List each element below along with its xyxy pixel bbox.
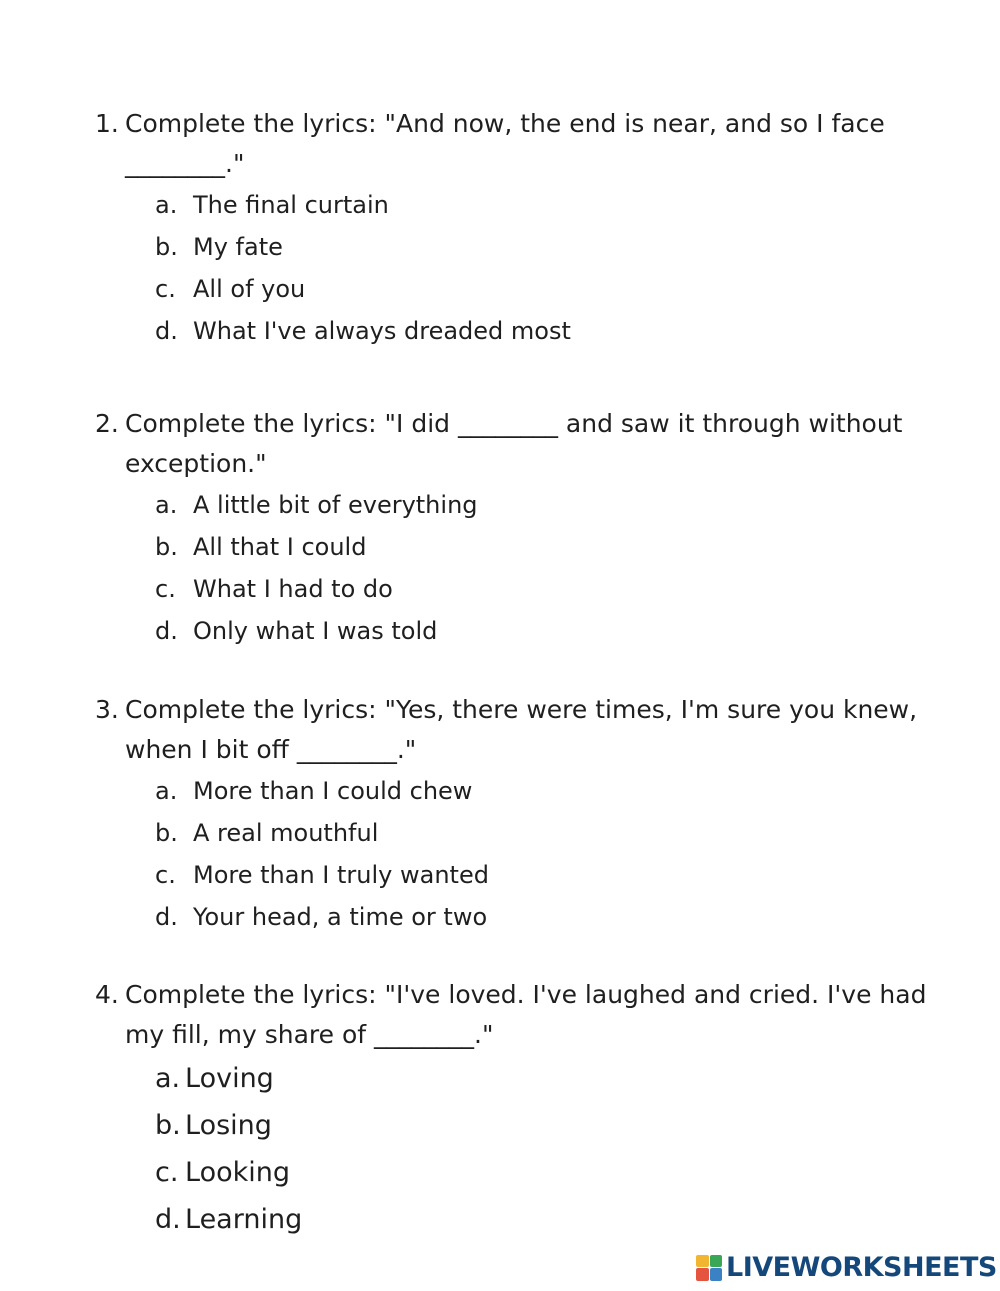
question-3-options xyxy=(155,770,935,938)
option-text: Your head, a time or two xyxy=(193,903,488,931)
option-text: Loving xyxy=(185,1063,274,1094)
option-2b[interactable] xyxy=(155,526,935,568)
question-1-prompt xyxy=(95,104,935,184)
option-letter: c. xyxy=(155,1157,179,1188)
option-text: Learning xyxy=(185,1204,303,1235)
option-letter: b. xyxy=(155,233,178,261)
question-2-text: Complete the lyrics: "I did ________ and saw it through without exception." xyxy=(125,409,911,478)
question-3-text: Complete the lyrics: "Yes, there were times, I'm sure you knew, when I bit off ________." xyxy=(125,695,926,764)
option-letter: a. xyxy=(155,191,178,219)
option-text: A real mouthful xyxy=(193,819,379,847)
option-text: More than I could chew xyxy=(193,777,473,805)
option-2d[interactable] xyxy=(155,610,935,652)
option-text: All that I could xyxy=(193,533,367,561)
option-text: What I've always dreaded most xyxy=(193,317,571,345)
option-letter: b. xyxy=(155,533,178,561)
option-text: Looking xyxy=(185,1157,290,1188)
option-3d[interactable] xyxy=(155,896,935,938)
question-1-options xyxy=(155,184,935,352)
option-letter: d. xyxy=(155,617,178,645)
option-letter: a. xyxy=(155,491,178,519)
question-1-number: 1. xyxy=(95,109,119,138)
question-1-text: Complete the lyrics: "And now, the end is near, and so I face ________." xyxy=(125,109,893,178)
option-text: A little bit of everything xyxy=(193,491,478,519)
question-2-options xyxy=(155,484,935,652)
option-letter: d. xyxy=(155,903,178,931)
question-4 xyxy=(95,975,935,1243)
logo-square-icon xyxy=(696,1268,709,1281)
option-letter: a. xyxy=(155,777,178,805)
logo-square-icon xyxy=(710,1255,723,1268)
option-4b[interactable] xyxy=(155,1102,935,1149)
logo-square-icon xyxy=(710,1268,723,1281)
option-text: More than I truly wanted xyxy=(193,861,489,889)
option-letter: b. xyxy=(155,1110,181,1141)
option-1b[interactable] xyxy=(155,226,935,268)
question-2-prompt xyxy=(95,404,935,484)
option-4d[interactable] xyxy=(155,1196,935,1243)
option-letter: a. xyxy=(155,1063,181,1094)
question-1 xyxy=(95,104,935,352)
option-letter: d. xyxy=(155,317,178,345)
option-4c[interactable] xyxy=(155,1149,935,1196)
option-3b[interactable] xyxy=(155,812,935,854)
option-text: Losing xyxy=(185,1110,272,1141)
question-4-options xyxy=(155,1055,935,1243)
question-3-prompt xyxy=(95,690,935,770)
logo-text: LIVEWORKSHEETS xyxy=(726,1252,997,1283)
option-2a[interactable] xyxy=(155,484,935,526)
liveworksheets-logo xyxy=(696,1252,997,1283)
liveworksheets-icon xyxy=(696,1255,722,1281)
option-text: All of you xyxy=(193,275,306,303)
option-1a[interactable] xyxy=(155,184,935,226)
option-3a[interactable] xyxy=(155,770,935,812)
option-3c[interactable] xyxy=(155,854,935,896)
option-2c[interactable] xyxy=(155,568,935,610)
option-text: The final curtain xyxy=(193,191,389,219)
question-3-number: 3. xyxy=(95,695,119,724)
option-text: My fate xyxy=(193,233,283,261)
option-1c[interactable] xyxy=(155,268,935,310)
option-letter: c. xyxy=(155,575,176,603)
option-4a[interactable] xyxy=(155,1055,935,1102)
question-4-prompt xyxy=(95,975,935,1055)
question-3 xyxy=(95,690,935,938)
question-4-text: Complete the lyrics: "I've loved. I've laughed and cried. I've had my fill, my share of ________." xyxy=(125,980,935,1049)
option-text: Only what I was told xyxy=(193,617,438,645)
option-letter: c. xyxy=(155,861,176,889)
logo-square-icon xyxy=(696,1255,709,1268)
option-text: What I had to do xyxy=(193,575,393,603)
option-1d[interactable] xyxy=(155,310,935,352)
question-2 xyxy=(95,404,935,652)
option-letter: d. xyxy=(155,1204,181,1235)
option-letter: b. xyxy=(155,819,178,847)
option-letter: c. xyxy=(155,275,176,303)
question-4-number: 4. xyxy=(95,980,119,1009)
question-2-number: 2. xyxy=(95,409,119,438)
